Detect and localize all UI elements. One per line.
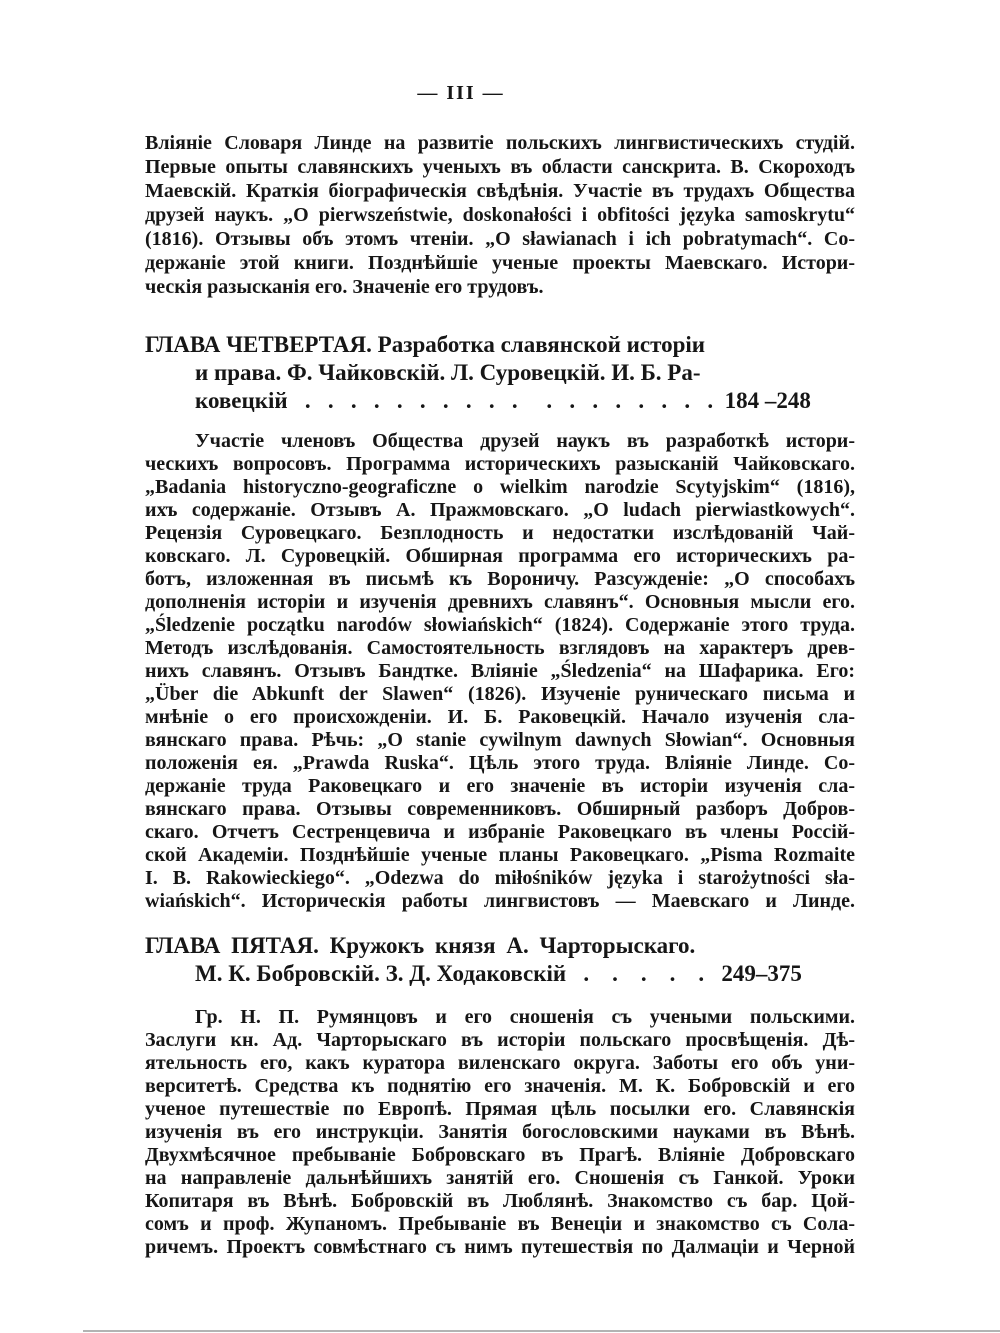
chapter-4-page-range: 184 –248 [724, 388, 811, 413]
chapter-4-heading-line-2: и права. Ф. Чайковскій. Л. Суровецкій. И. Б. Ра- [195, 360, 701, 385]
text-line: вянскаго права. Отзывы современниковъ. Обширный разборъ Добров- [145, 798, 855, 820]
text-line: нихъ славянъ. Отзывъ Бандтке. Вліяніе „Śledzenia“ на Шафарика. Его: [145, 660, 855, 682]
chapter-5-heading-line-2-label: М. К. Бобровскій. З. Д. Ходаковскій [195, 961, 567, 986]
chapter-4-toc-entry [195, 387, 855, 415]
text-line: ческія разысканія его. Значеніе его трудовъ. [145, 276, 544, 298]
chapter-4-heading-line-3-label: ковецкій [195, 388, 288, 413]
text-line: мнѣніе о его происхожденіи. И. Б. Раковецкій. Начало изученія сла- [145, 706, 855, 728]
text-line: друзей наукъ. „O pierwszeństwie, doskonałości i obfitości języka samoskrytu“ [145, 204, 855, 226]
text-line: дополненія исторіи и изученія древнихъ славянъ“. Основныя мысли его. [145, 591, 855, 613]
text-line: Заслуги кн. Ад. Чарторыскаго въ исторіи польскаго просвѣщенія. Дѣ- [145, 1029, 855, 1051]
chapter-5-page-range: 249–375 [721, 961, 802, 986]
text-line: ботъ, изложенная въ письмѣ къ Вороничу. Разсужденіе: „О способахъ [145, 568, 855, 590]
text-line: Методъ изслѣдованія. Самостоятельность взглядовъ на характеръ древ- [145, 637, 855, 659]
text-line: Первые опыты славянскихъ ученыхъ въ области санскрита. В. Скороходъ [145, 156, 855, 178]
text-line: Маевскій. Краткія біографическія свѣдѣнія. Участіе въ трудахъ Общества [145, 180, 855, 202]
text-line: „Śledzenie początku narodów słowiańskich“ (1824). Содержаніе этого труда. [145, 614, 855, 636]
text-line: I. B. Rakowieckiego“. „Odezwa do miłośników języka i starożytności sła- [145, 867, 855, 889]
text-line: Копитаря въ Вѣнѣ. Бобровскій въ Люблянѣ. Знакомство съ бар. Цой- [145, 1190, 855, 1212]
intro-summary-paragraph [145, 131, 855, 299]
text-line: Двухмѣсячное пребываніе Бобровскаго въ Прагѣ. Вліяніе Добровскаго [145, 1144, 855, 1166]
text-line: скаго. Отчетъ Сестренцевича и избраніе Раковецкаго въ члены Россій- [145, 821, 855, 843]
text-line: верситетѣ. Средства къ поднятію его значенія. М. К. Бобровскій и его [145, 1075, 855, 1097]
text-line: ричемъ. Проектъ совмѣстнаго съ нимъ путешествія по Далмаціи и Черной [145, 1236, 855, 1258]
text-line: ихъ содержаніе. Отзывъ А. Пражмовскаго. „O ludach pierwiastkowych“. [145, 499, 855, 521]
text-line: ятельность его, какъ куратора виленскаго округа. Заботы его объ уни- [145, 1052, 855, 1074]
text-line: ческихъ вопросовъ. Программа историческихъ разысканій Чайковскаго. [145, 453, 855, 475]
scan-edge-artifact [83, 1330, 1000, 1332]
text-line: ской Академіи. Позднѣйшіе ученые планы Раковецкаго. „Pisma Rozmaite [145, 844, 855, 866]
text-line: „Badania historyczno-geograficzne o wielkim narodzie Scytyjskim“ (1816), [145, 476, 855, 498]
text-line: положенія ея. „Prawda Ruska“. Цѣль этого труда. Вліяніе Линде. Со- [145, 752, 855, 774]
text-line: Участіе членовъ Общества друзей наукъ въ разработкѣ истори- [195, 430, 855, 452]
text-line: держаніе труда Раковецкаго и его значеніе въ исторіи изученія сла- [145, 775, 855, 797]
text-line: wiańskich“. Историческія работы лингвистовъ — Маевскаго и Линде. [145, 890, 855, 912]
text-line: вянскаго права. Рѣчь: „O stanie cywilnym dawnych Słowian“. Основныя [145, 729, 855, 751]
text-line: держаніе этой книги. Позднѣйшіе ученые проекты Маевскаго. Истори- [145, 252, 855, 274]
text-line: сомъ и проф. Жупаномъ. Пребываніе въ Венеціи и знакомство съ Сола- [145, 1213, 855, 1235]
chapter-4-heading [145, 331, 855, 415]
text-line: ковскаго. Л. Суровецкій. Обширная программа его историческихъ ра- [145, 545, 855, 567]
text-line: ученое путешествіе по Европѣ. Прямая цѣль посылки его. Славянскія [145, 1098, 855, 1120]
chapter-5-heading [145, 932, 855, 988]
text-line: на направленіе дальнѣйшихъ занятій его. Сношенія съ Ганкой. Уроки [145, 1167, 855, 1189]
chapter-4-summary-paragraph [145, 430, 855, 913]
page-number: — III — [417, 82, 505, 104]
text-line: Гр. Н. П. Румянцовъ и его сношенія съ учеными польскими. [195, 1006, 855, 1028]
chapter-4-heading-line-1: ГЛАВА ЧЕТВЕРТАЯ. Разработка славянской исторіи [145, 332, 706, 357]
text-line: изученія въ его инструкціи. Занятія богословскими науками въ Вѣнѣ. [145, 1121, 855, 1143]
text-line: Вліяніе Словаря Линде на развитіе польскихъ лингвистическихъ студій. [145, 132, 855, 154]
leader-dots: . . . . . . . . . . . . . . . . . . [287, 388, 725, 413]
chapter-5-heading-line-1: ГЛАВА ПЯТАЯ. Кружокъ князя А. Чарторыскаго. [145, 933, 696, 958]
text-line: „Über die Abkunft der Slawen“ (1826). Изученіе руническаго письма и [145, 683, 855, 705]
text-line: (1816). Отзывы объ этомъ чтеніи. „O sławianach i ich pobratymach“. Со- [145, 228, 855, 250]
text-line: Рецензія Суровецкаго. Безплодность и недостатки изслѣдованій Чай- [145, 522, 855, 544]
leader-dots: . . . . . [566, 961, 722, 986]
chapter-5-toc-entry [195, 960, 855, 988]
chapter-5-summary-paragraph [145, 1006, 855, 1259]
